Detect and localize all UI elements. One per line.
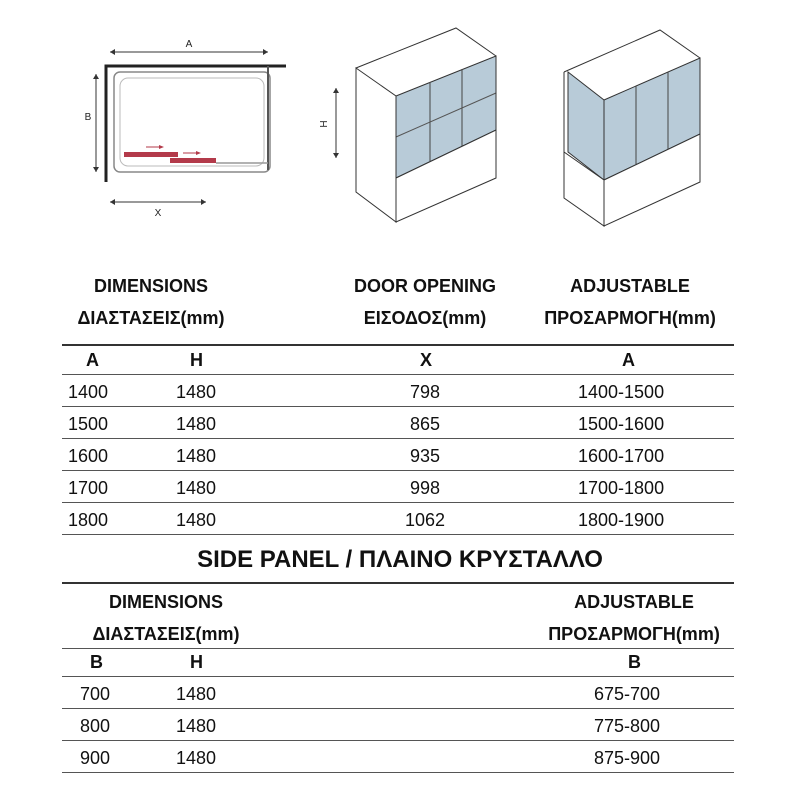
table-cell: 935	[410, 446, 441, 466]
table-cell: 865	[410, 414, 441, 434]
table-cell: 998	[410, 478, 441, 498]
arrow-head-icon	[110, 49, 115, 55]
product-diagrams	[0, 0, 800, 250]
table-cell: 1800	[68, 510, 109, 530]
side-header-adjustable: ADJUSTABLE ΠΡΟΣΑΡΜΟΓΗ(mm)	[548, 592, 720, 644]
perspective-view-side-panel	[564, 30, 700, 226]
sliding-door-1	[124, 152, 178, 157]
table-cell: 1480	[176, 478, 217, 498]
table-cell: 675-700	[594, 684, 661, 704]
arrow-head-icon	[93, 74, 99, 79]
table-cell: 875-900	[594, 748, 661, 768]
column-header-a-adjustable: A	[622, 350, 635, 370]
column-header-h: H	[190, 350, 203, 370]
header-door-opening: DOOR OPENING ΕΙΣΟΔΟΣ(mm)	[353, 276, 496, 328]
table-rule	[62, 676, 734, 677]
perspective-view-doors	[319, 28, 496, 222]
table-rule	[62, 470, 734, 471]
table-cell: 775-800	[594, 716, 661, 736]
table-cell: 1400	[68, 382, 109, 402]
table-rule	[62, 502, 734, 503]
table-rule	[62, 772, 734, 773]
column-header-x: X	[420, 350, 433, 370]
table-cell: 1480	[176, 510, 217, 530]
table-cell: 700	[80, 684, 111, 704]
wall-outline	[106, 66, 286, 182]
column-header-a: A	[86, 350, 99, 370]
arrow-head-icon	[201, 199, 206, 205]
table-cell: 1480	[176, 716, 217, 736]
table-cell: 1700	[68, 478, 109, 498]
label-x: X	[154, 208, 162, 219]
table-cell: 1800-1900	[578, 510, 665, 530]
table-rule	[62, 374, 734, 375]
table-rule	[62, 648, 734, 649]
table-cell: 1480	[176, 382, 217, 402]
table-rule	[62, 740, 734, 741]
table-cell: 1600-1700	[578, 446, 665, 466]
arrow-head-icon	[263, 49, 268, 55]
sliding-door-2	[170, 158, 216, 163]
table-rule	[62, 344, 734, 346]
label-a: A	[185, 39, 193, 50]
table-rule	[62, 438, 734, 439]
arrow-head-icon	[333, 88, 339, 93]
table-rule	[62, 534, 734, 535]
table-rule	[62, 582, 734, 584]
table-cell: 1500	[68, 414, 109, 434]
arrow-head-icon	[196, 151, 201, 155]
table-cell: 798	[410, 382, 441, 402]
side-column-header-h: H	[190, 652, 203, 672]
table-cell: 1480	[176, 684, 217, 704]
table-cell: 1400-1500	[578, 382, 665, 402]
bathtub-side	[356, 68, 396, 222]
table-cell: 1062	[405, 510, 446, 530]
table-cell: 1500-1600	[578, 414, 665, 434]
arrow-head-icon	[110, 199, 115, 205]
header-adjustable: ADJUSTABLE ΠΡΟΣΑΡΜΟΓΗ(mm)	[544, 276, 716, 328]
side-header-dimensions: DIMENSIONS ΔΙΑΣΤΑΣΕΙΣ(mm)	[92, 592, 240, 644]
side-panel-title: SIDE PANEL / ΠΛΑΙΝΟ ΚΡΥΣΤΑΛΛΟ	[197, 546, 603, 573]
side-column-header-b-adjustable: B	[628, 652, 641, 672]
side-column-header-b: B	[90, 652, 103, 672]
arrow-head-icon	[333, 153, 339, 158]
label-b: B	[84, 112, 92, 123]
table-cell: 1480	[176, 748, 217, 768]
table-cell: 1600	[68, 446, 109, 466]
arrow-head-icon	[93, 167, 99, 172]
table-cell: 800	[80, 716, 111, 736]
table-cell: 1480	[176, 414, 217, 434]
table-cell: 900	[80, 748, 111, 768]
top-view-diagram	[85, 39, 286, 219]
table-rule	[62, 406, 734, 407]
table-cell: 1480	[176, 446, 217, 466]
table-rule	[62, 708, 734, 709]
label-h: H	[319, 120, 330, 128]
header-dimensions: DIMENSIONS ΔΙΑΣΤΑΣΕΙΣ(mm)	[77, 276, 225, 328]
table-cell: 1700-1800	[578, 478, 665, 498]
arrow-head-icon	[159, 145, 164, 149]
